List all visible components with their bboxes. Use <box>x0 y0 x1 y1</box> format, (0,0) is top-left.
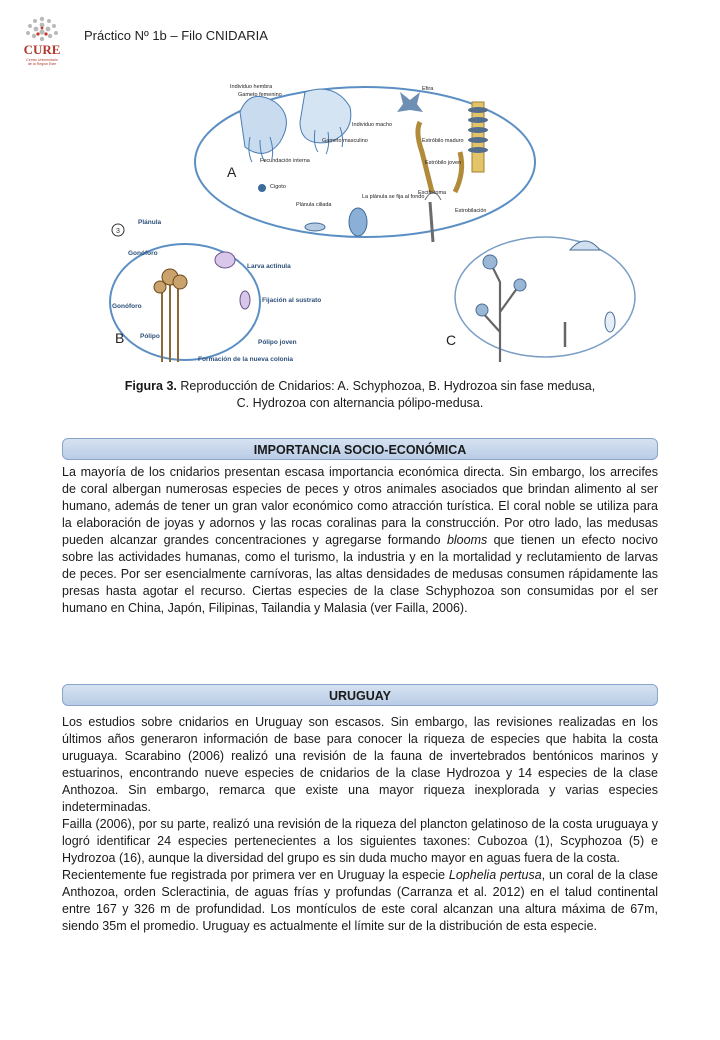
svg-text:de la Región Este: de la Región Este <box>27 62 57 66</box>
svg-text:Plánula: Plánula <box>138 219 162 226</box>
svg-text:Gonóforo: Gonóforo <box>112 303 142 310</box>
blooms-term: blooms <box>446 533 488 547</box>
svg-text:Fijación al sustrato: Fijación al sustrato <box>262 297 322 304</box>
svg-text:Gameto femenino: Gameto femenino <box>238 92 282 98</box>
page-title: Práctico Nº 1b – Filo CNIDARIA <box>84 28 268 43</box>
svg-text:Gonóforo: Gonóforo <box>128 250 158 257</box>
svg-text:Formación de la nueva colonia: Formación de la nueva colonia <box>198 356 293 363</box>
section-text-uruguay <box>62 714 658 935</box>
cycle-a-schyphozoa <box>195 84 535 242</box>
section-header-uruguay: URUGUAY <box>62 684 658 706</box>
svg-text:Larva actínula: Larva actínula <box>247 263 291 270</box>
svg-text:Estróbilo joven: Estróbilo joven <box>425 160 462 166</box>
cycle-c-hydrozoa-medusa <box>455 237 635 362</box>
cycle-b-hydrozoa <box>110 219 321 363</box>
svg-text:Estrobilación: Estrobilación <box>455 208 487 214</box>
svg-text:Escifistoma: Escifistoma <box>418 190 447 196</box>
svg-text:La plánula se fija al fondo: La plánula se fija al fondo <box>362 194 425 200</box>
figure-label-b: B <box>115 330 125 346</box>
svg-text:Fecundación interna: Fecundación interna <box>260 158 310 164</box>
svg-text:Plánula ciliada: Plánula ciliada <box>296 202 332 208</box>
svg-text:Pólipo: Pólipo <box>140 333 160 340</box>
svg-text:Pólipo joven: Pólipo joven <box>258 339 297 346</box>
figure-caption <box>60 378 660 412</box>
paragraph-lophelia: Recientemente fue registrada por primera ver en Uruguay la especie Lophelia pertusa, un coral de la clase Anthozoa, orden Scleractinia, de aguas frías y profundas (Carranza et al. 2012) en el talud continental entre 167 y 326 m de profundidad. Los montículos de este coral alcanzan una altura máxima de 67m, siendo 35m el promedio. Uruguay es actualmente el límite sur de la distribución de esta especie. <box>62 868 658 933</box>
section-header-importancia: IMPORTANCIA SOCIO-ECONÓMICA <box>62 438 658 460</box>
paragraph-failla: Failla (2006), por su parte, realizó una revisión de la riqueza del plancton gelatinoso de la costa uruguaya y logró identificar 24 especies pertenecientes a los siguientes taxones: Cubozoa (1), Scyphozoa (5) e Hydrozoa (16), aunque la diversidad del grupo es sin duda mucho mayor en aguas fuera de la costa. <box>62 817 658 865</box>
svg-text:Efira: Efira <box>422 86 434 92</box>
svg-text:Individuo hembra: Individuo hembra <box>230 84 273 90</box>
species-name: Lophelia pertusa <box>448 868 542 882</box>
svg-text:Centro Universitario: Centro Universitario <box>26 58 58 62</box>
section-text-importancia: La mayoría de los cnidarios presentan escasa importancia económica directa. Sin embargo, los arrecifes de coral albergan numerosas especies de peces y otros animales asociados que brindan alimento al ser humano, además de tener un gran valor económico como atracción turística. El coral noble se utiliza para la elaboración de joyas y adornos y las rocas coralinas para la construcción. Por otro lado, las medusas pueden alcanzar grandes concentraciones y agregarse formando blooms que tienen un efecto nocivo sobre las actividades humanas, como el turismo, la industria y en la mortalidad y reclutamiento de larvas de peces. Por ser esencialmente carnívoras, las altas densidades de medusas consumen rápidamente las presas hasta agotar el recurso. Ciertas especies de la clase Schyphozoa son consumidas por el ser humano en China, Japón, Filipinas, Tailandia y Malasia (ver Failla, 2006). <box>62 465 658 615</box>
caption-line-1: Reproducción de Cnidarios: A. Schyphozoa, B. Hydrozoa sin fase medusa, <box>176 379 596 393</box>
cure-logo <box>18 14 66 76</box>
svg-text:Gameto masculino: Gameto masculino <box>322 138 368 144</box>
figure-label-c: C <box>446 332 457 348</box>
svg-text:Individuo macho: Individuo macho <box>352 122 393 128</box>
paragraph-scarabino: Los estudios sobre cnidarios en Uruguay son escasos. Sin embargo, las revisiones realizadas en los últimos años generaron información de base para conocer la riqueza de especies que habita la costa uruguaya. Scarabino (2006) realizó una revisión de la fauna de invertebrados bentónicos marinos y estuarinos, encontrando nueve especies de cnidarios de la clase Hydrozoa y 14 especies de la clase Anthozoa. Sin embargo, remarca que existe una mayor riqueza inexplorada y varias especies indeterminadas. <box>62 715 658 814</box>
figure-label-a: A <box>227 164 237 180</box>
cnidaria-reproduction-figure <box>100 82 640 372</box>
svg-text:Cigoto: Cigoto <box>270 184 286 190</box>
svg-text:CURE: CURE <box>23 42 61 57</box>
svg-text:3: 3 <box>116 228 120 235</box>
caption-label: Figura 3. <box>124 379 177 393</box>
svg-text:Estróbilo maduro: Estróbilo maduro <box>422 138 464 144</box>
caption-line-2: C. Hydrozoa con alternancia pólipo-medusa. <box>236 396 484 410</box>
